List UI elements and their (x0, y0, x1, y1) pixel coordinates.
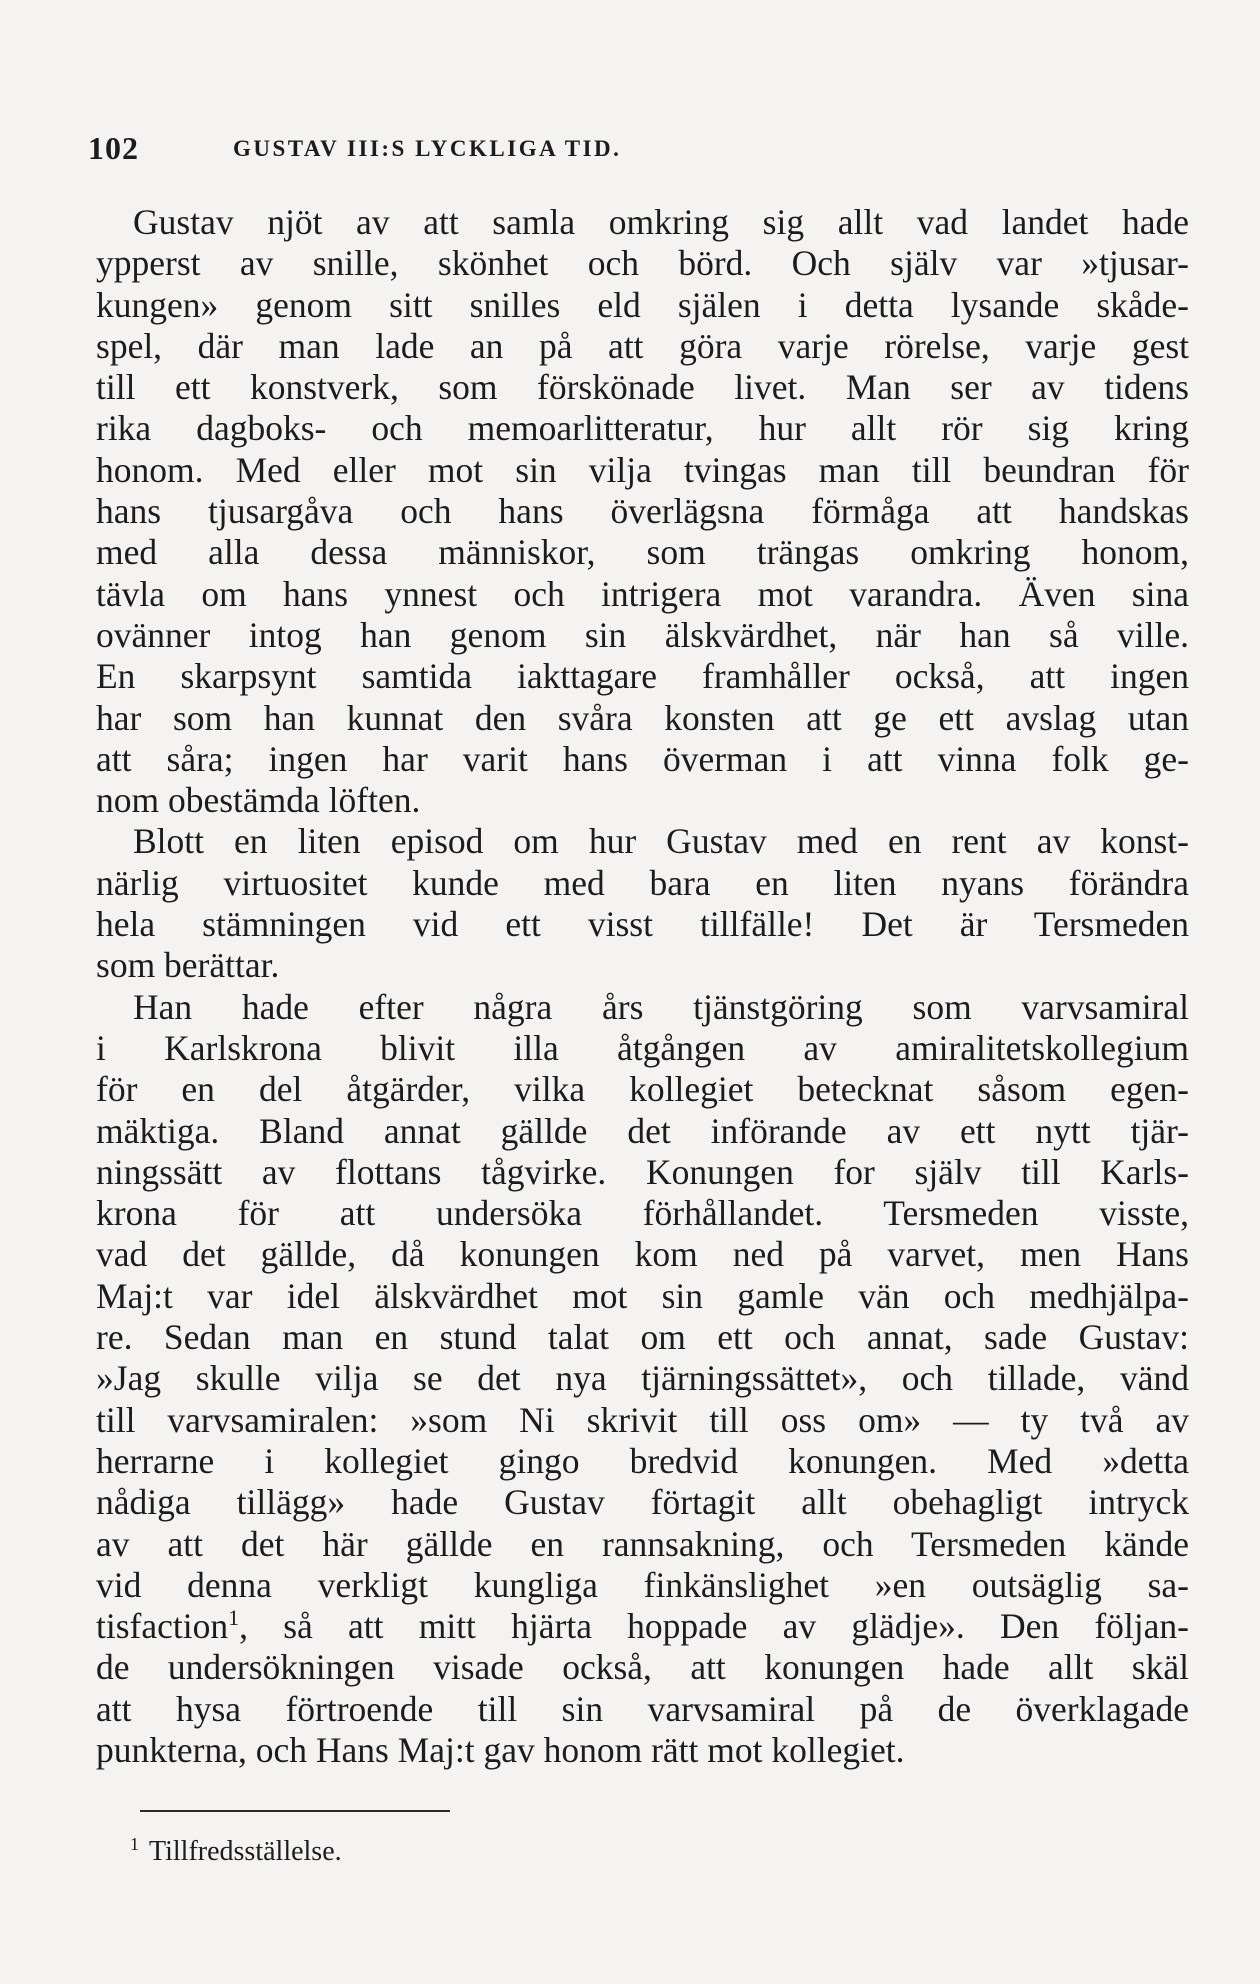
text-line: nådiga tillägg» hade Gustav förtagit allt obehagligt intryck (96, 1482, 1189, 1523)
text-line: ningssätt av flottans tågvirke. Konungen for själv till Karls- (96, 1151, 1189, 1192)
text-line: mäktiga. Bland annat gällde det införande av ett nytt tjär- (96, 1110, 1189, 1151)
text-line: En skarpsynt samtida iakttagare framhåller också, att ingen (96, 656, 1189, 697)
running-head: GUSTAV III:S LYCKLIGA TID. (233, 136, 622, 161)
footnote-reference: 1 (228, 1605, 240, 1631)
text-line: att hysa förtroende till sin varvsamiral på de överklagade (96, 1688, 1189, 1729)
text-line: till ett konstverk, som förskönade livet. Man ser av tidens (96, 367, 1189, 408)
text-line: vid denna verkligt kungliga finkänslighet »en outsäglig sa- (96, 1564, 1189, 1605)
page-number: 102 (88, 130, 139, 166)
text-line: kungen» genom sitt snilles eld själen i detta lysande skåde- (96, 284, 1189, 325)
text-line-with-footnote-ref (96, 1606, 1189, 1647)
text-line: Maj:t var idel älskvärdhet mot sin gamle vän och medhjälpa- (96, 1275, 1189, 1316)
text-line: ovänner intog han genom sin älskvärdhet, när han så ville. (96, 614, 1189, 655)
text-line: som berättar. (96, 945, 280, 986)
text-line: av att det här gällde en rannsakning, och Tersmeden kände (96, 1523, 1189, 1564)
footnote-text: Tillfredsställelse. (149, 1836, 342, 1867)
text-line: har som han kunnat den svåra konsten att ge ett avslag utan (96, 697, 1189, 738)
page-header (88, 130, 1188, 170)
text-line: spel, där man lade an på att göra varje rörelse, varje gest (96, 325, 1189, 366)
text-line: i Karlskrona blivit illa åtgången av amiralitetskollegium (96, 1027, 1189, 1068)
text-line: hans tjusargåva och hans överlägsna förmåga att handskas (96, 491, 1189, 532)
text-line: för en del åtgärder, vilka kollegiet betecknat såsom egen- (96, 1069, 1189, 1110)
body-text (96, 202, 1189, 1771)
text-line: med alla dessa människor, som trängas omkring honom, (96, 532, 1189, 573)
text-line: vad det gällde, då konungen kom ned på varvet, men Hans (96, 1234, 1189, 1275)
footnote-divider (140, 1810, 450, 1812)
footnote (130, 1833, 342, 1868)
text-line: närlig virtuositet kunde med bara en liten nyans förändra (96, 862, 1189, 903)
text-line: hela stämningen vid ett visst tillfälle! Det är Tersmeden (96, 904, 1189, 945)
text-line: rika dagboks- och memoarlitteratur, hur allt rör sig kring (96, 408, 1189, 449)
text-line: de undersökningen visade också, att konungen hade allt skäl (96, 1647, 1189, 1688)
text-line: tävla om hans ynnest och intrigera mot varandra. Även sina (96, 573, 1189, 614)
text-line: Blott en liten episod om hur Gustav med en rent av konst- (133, 821, 1189, 862)
text-line: re. Sedan man en stund talat om ett och annat, sade Gustav: (96, 1317, 1189, 1358)
text-line: ypperst av snille, skönhet och börd. Och själv var »tjusar- (96, 243, 1189, 284)
line-start: tisfaction (96, 1606, 229, 1647)
text-line: nom obestämda löften. (96, 780, 421, 821)
text-line: att såra; ingen har varit hans överman i att vinna folk ge- (96, 738, 1189, 779)
text-line: Gustav njöt av att samla omkring sig allt vad landet hade (133, 202, 1189, 242)
text-line: till varvsamiralen: »som Ni skrivit till oss om» — ty två av (96, 1399, 1189, 1440)
footnote-mark: 1 (130, 1833, 139, 1854)
text-line: punkterna, och Hans Maj:t gav honom rätt mot kollegiet. (96, 1729, 905, 1770)
text-line: herrarne i kollegiet gingo bredvid konungen. Med »detta (96, 1440, 1189, 1481)
text-line: honom. Med eller mot sin vilja tvingas man till beundran för (96, 449, 1189, 490)
text-line: krona för att undersöka förhållandet. Tersmeden visste, (96, 1193, 1189, 1234)
text-line: Han hade efter några års tjänstgöring som varvsamiral (133, 986, 1189, 1027)
text-line: »Jag skulle vilja se det nya tjärningssättet», och tillade, vänd (96, 1358, 1189, 1399)
line-end: , så att mitt hjärta hoppade av glädje». Den följan- (239, 1606, 1189, 1647)
